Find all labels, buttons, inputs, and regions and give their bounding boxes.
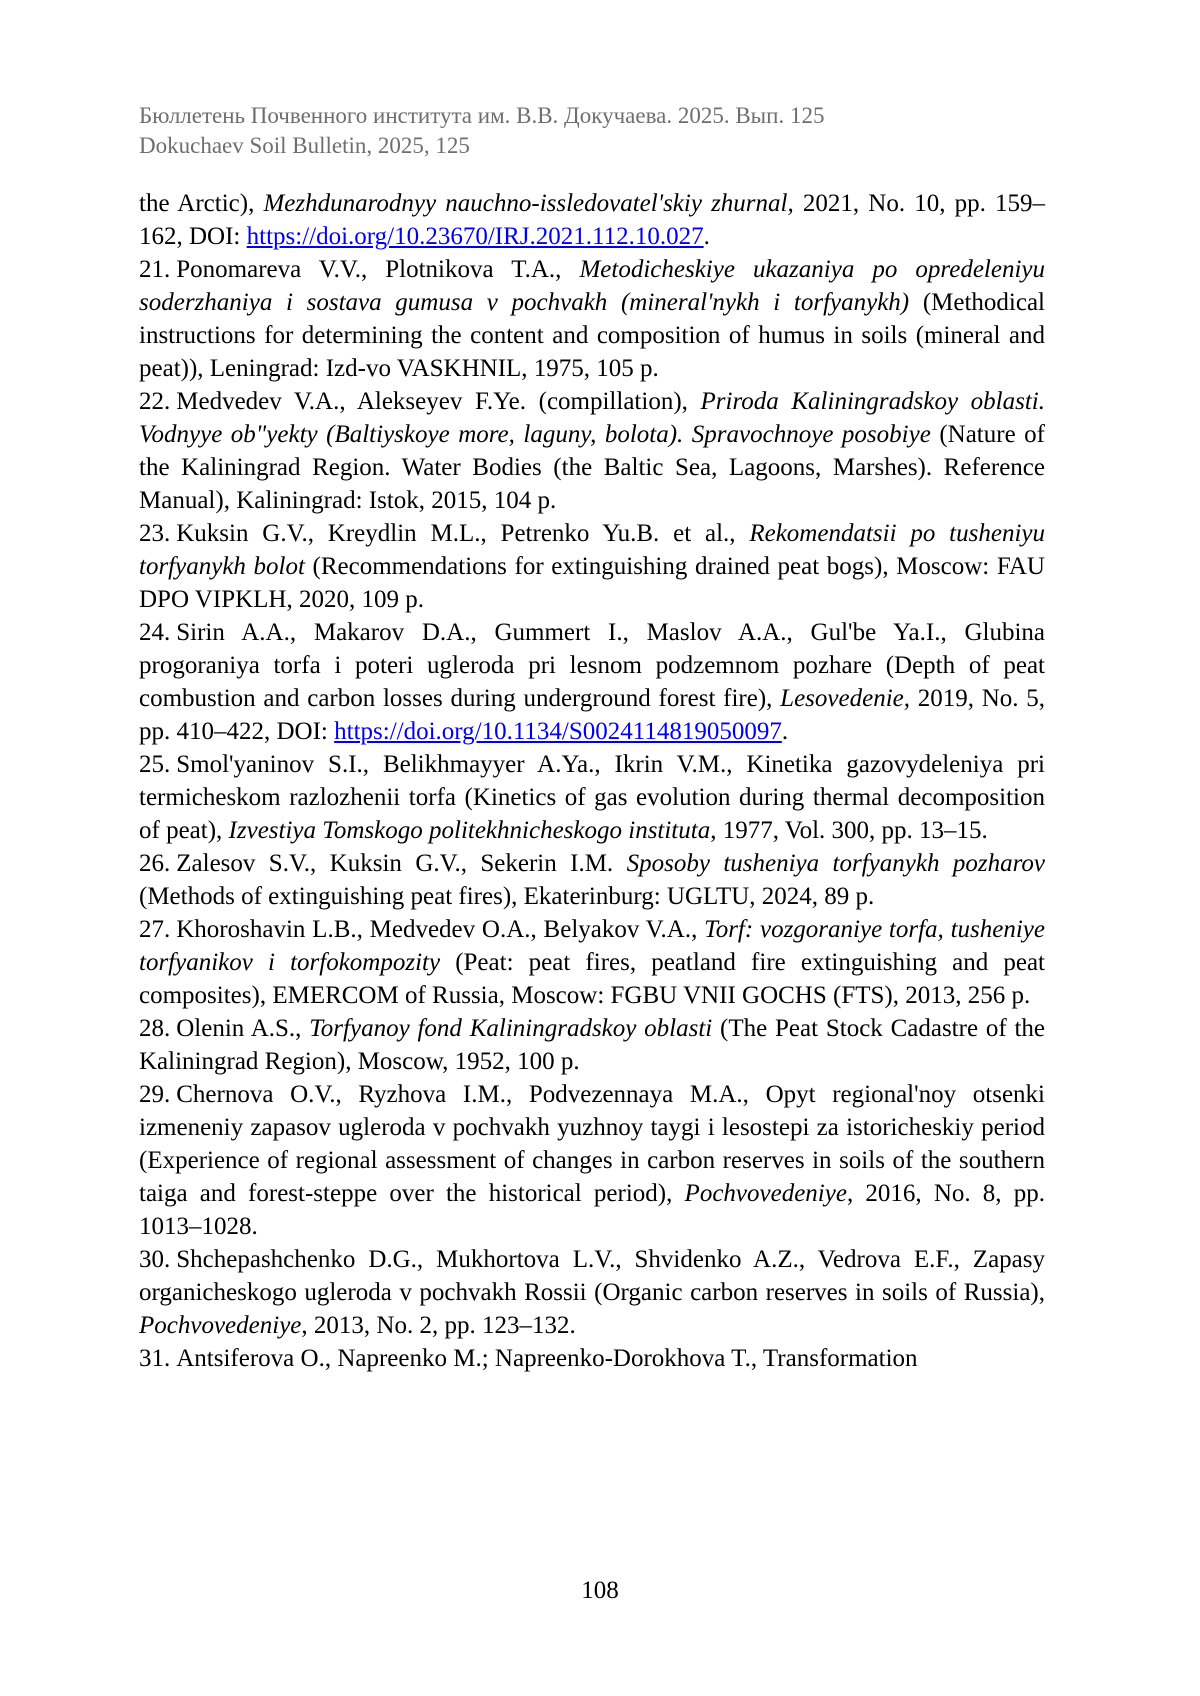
reference-journal: Izvestiya Tomskogo politekhnicheskogo instituta [228,817,711,844]
reference-text: Ponomareva V.V., Plotnikova T.A., [176,256,580,283]
reference-title: Torfyanoy fond Kaliningradskoy oblasti [309,1015,713,1042]
reference-text: 2019, No. 5, pp. 410–422, DOI: [139,685,1046,745]
reference-text: (Nature of the Kaliningrad Region. Water Bodies (the Baltic Sea, Lagoons, Marshes). Reference Manual), Kaliningrad: Istok, 2015, 104 p. [139,421,1046,514]
running-header [139,101,1069,161]
reference-journal: Pochvovedeniye [684,1180,847,1207]
reference-number: 27. [139,916,171,943]
reference-text: Chernova O.V., Ryzhova I.M., Podvezennaya M.A., Opyt regional'noy otsenki izmeneniy zapasov ugleroda v pochvakh yuzhnoy taygi i lesostepi za istoricheskiy period (Experience of regional assessment of changes in carbon reserves in soils of the southern taiga and forest-steppe over the historical period), [139,1081,1045,1207]
reference-number: 22. [139,388,171,415]
page-number: 108 [581,1577,619,1604]
reference-text: 2021, No. 10, pp. 159–162, DOI: [139,190,1045,250]
reference-list [139,187,1045,1375]
reference-text: (The Peat Stock Cadastre of the Kaliningrad Region), Moscow, 1952, 100 p. [139,1015,1045,1075]
reference-31 [139,1342,1045,1375]
reference-number: 30. [139,1246,171,1273]
reference-text: . [703,223,710,250]
reference-title: Rekomendatsii po tusheniyu torfyanykh bolot [139,520,1045,580]
reference-22 [139,385,1045,517]
header-line-russian: Бюллетень Почвенного института им. В.В. Докучаева. 2025. Вып. 125 [139,103,825,128]
reference-number: 23. [139,520,171,547]
reference-number: 26. [139,850,171,877]
reference-text: Zalesov S.V., Kuksin G.V., Sekerin I.M. [176,850,627,877]
reference-title: Sposoby tusheniya torfyanykh pozharov [626,850,1045,877]
reference-27 [139,913,1045,1012]
reference-text: , 2016, No. 8, pp. 1013–1028. [139,1180,1045,1240]
reference-text: , 2013, No. 2, pp. 123–132. [301,1312,576,1339]
reference-number: 28. [139,1015,171,1042]
reference-24 [139,616,1045,748]
reference-number: 21. [139,256,171,283]
reference-journal: Mezhdunarodnyy nauchno-issledovatel'skiy zhurnal, [263,190,794,217]
reference-title: Metodicheskiye ukazaniya po opredeleniyu soderzhaniya i sostava gumusa v pochvakh (mineral'nykh i torfyanykh) [139,256,1045,316]
reference-journal: Pochvovedeniye [139,1312,302,1339]
reference-text: (Methodical instructions for determining the content and composition of humus in soils (mineral and peat)), Leningrad: Izd-vo VASKHNIL, 1975, 105 p. [139,289,1045,382]
reference-text: . [781,718,789,745]
reference-text: (Recommendations for extinguishing drained peat bogs), Moscow: FAU DPO VIPKLH, 2020, 109 p. [139,553,1045,613]
reference-title: Torf: vozgoraniye torfa, tusheniye torfyanikov i torfokompozity [139,916,1045,976]
doi-link[interactable]: https://doi.org/10.23670/IRJ.2021.112.10.027 [246,223,704,250]
reference-text: , 1977, Vol. 300, pp. 13–15. [710,817,988,844]
reference-number: 25. [139,751,171,778]
reference-29 [139,1078,1045,1243]
reference-25 [139,748,1045,847]
reference-text: (Methods of extinguishing peat fires), Ekaterinburg: UGLTU, 2024, 89 p. [139,883,875,910]
reference-26 [139,847,1045,913]
reference-number: 24. [139,619,171,646]
reference-number: 29. [139,1081,171,1108]
reference-21 [139,253,1045,385]
reference-28 [139,1012,1045,1078]
reference-text: Sirin A.A., Makarov D.A., Gummert I., Maslov A.A., Gul'be Ya.I., Glubina progoraniya torfa i poteri ugleroda pri lesnom podzemnom pozhare (Depth of peat combustion and carbon losses during underground forest fire), [139,619,1045,712]
reference-number: 31. [139,1345,171,1372]
doi-link[interactable]: https://doi.org/10.1134/S0024114819050097 [334,718,782,745]
reference-text: Khoroshavin L.B., Medvedev O.A., Belyakov V.A., [176,916,705,943]
reference-text: Olenin A.S., [176,1015,310,1042]
reference-30 [139,1243,1045,1342]
reference-23 [139,517,1045,616]
header-line-english: Dokuchaev Soil Bulletin, 2025, 125 [139,133,470,158]
reference-text: Smol'yaninov S.I., Belikhmayyer A.Ya., Ikrin V.M., Kinetika gazovydeleniya pri termicheskom razlozhenii torfa (Kinetics of gas evolution during thermal decomposition of peat), [139,751,1045,844]
reference-journal: Lesovedenie, [780,685,910,712]
reference-text: Kuksin G.V., Kreydlin M.L., Petrenko Yu.B. et al., [176,520,750,547]
reference-text: Medvedev V.A., Alekseyev F.Ye. (compillation), [176,388,701,415]
reference-20-continuation [139,187,1045,253]
reference-text: Shchepashchenko D.G., Mukhortova L.V., Shvidenko A.Z., Vedrova E.F., Zapasy organicheskogo ugleroda v pochvakh Rossii (Organic carbon reserves in soils of Russia), [139,1246,1045,1306]
reference-text: (Peat: peat fires, peatland fire extinguishing and peat composites), EMERCOM of Russia, Moscow: FGBU VNII GOCHS (FTS), 2013, 256 p. [139,949,1045,1009]
reference-text: the Arctic), [139,190,264,217]
reference-text: Antsiferova O., Napreenko M.; Napreenko-Dorokhova T., Transformation [176,1345,918,1372]
reference-title: Priroda Kaliningradskoy oblasti. Vodnyye ob"yekty (Baltiyskoye more, laguny, bolota). Spravochnoye posobiye [139,388,1045,448]
